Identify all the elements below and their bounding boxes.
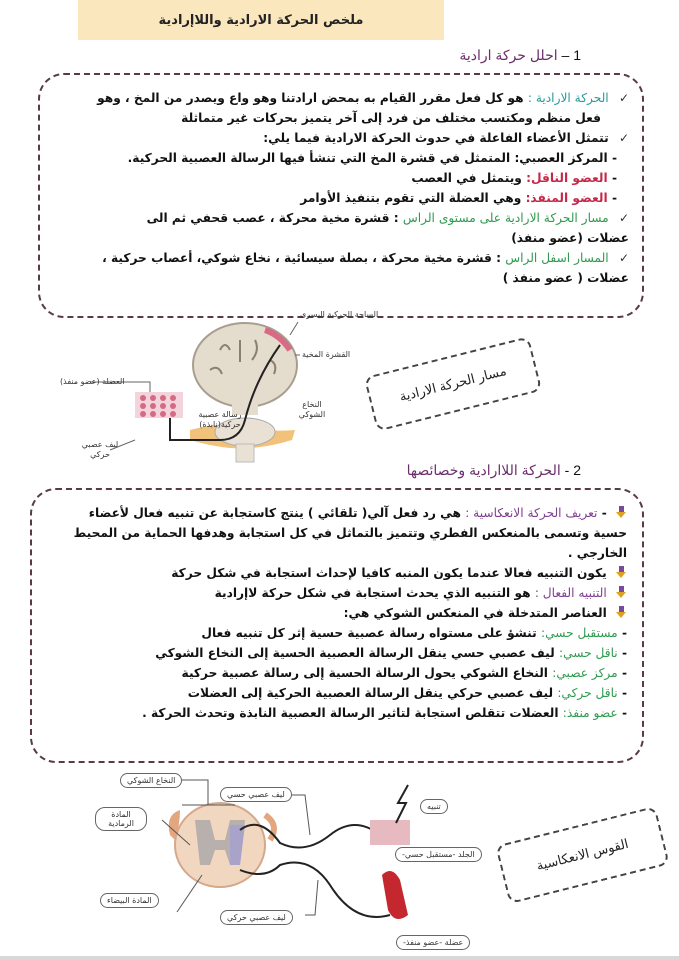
title-banner <box>78 0 444 40</box>
element-text: ليف عصبي حركي ينقل الرسالة العصبية الحركية إلى العضلات <box>187 686 554 700</box>
label-stimulus: تنبيه <box>420 799 448 814</box>
term-effective-stimulus: التنبيه الفعال : <box>534 586 607 600</box>
label-motor-message: رسالة عصبية حركية(نابذة) <box>198 410 242 429</box>
label-motor-area: الساحة الحركية اليسرى <box>300 310 379 319</box>
motor-fiber-line <box>240 863 390 918</box>
path-below-head <box>60 248 629 268</box>
organ-transmitter <box>60 168 629 188</box>
path-head-continuation: عضلات (عضو منفذ) <box>511 231 629 245</box>
element-text: النخاع الشوكي يحول الرسالة الحسية إلى رسالة عصبية حركية <box>181 666 548 680</box>
element-effector <box>70 703 627 723</box>
term-sensory-transmitter: ناقل حسي: <box>558 646 618 660</box>
sensory-root <box>265 815 274 840</box>
section-2-title: الحركة اللاارادية وخصائصها <box>406 462 561 478</box>
label-sensory-fiber: ليف عصبي حسي <box>220 787 292 802</box>
definition-text: هي رد فعل آلي( تلقائي ) ينتج كاستجابة عن تنبيه فعال لأعضاء حسية وتسمى بالمنعكس الفطري وتتميز بالتماثل في كل استجابة وهدفها الحماية من المحيط الخارجي . <box>73 506 627 560</box>
section-2-content <box>70 503 627 723</box>
term-voluntary-movement: الحركة الارادية : <box>527 91 609 105</box>
organ-text: وهي العضلة التي تقوم بتنفيذ الأوامر <box>300 191 522 205</box>
check-icon: ✓ <box>618 211 629 225</box>
muscle-graphic <box>135 392 183 418</box>
organs-intro <box>60 128 629 148</box>
organ-effector <box>60 188 629 208</box>
skin-graphic <box>370 820 410 845</box>
check-icon: ✓ <box>618 91 629 105</box>
dash: - <box>621 646 627 660</box>
bottom-edge <box>0 956 679 960</box>
path-below-continuation: عضلات ( عضو منفذ ) <box>502 271 629 285</box>
label-muscle-effector: العضلة (عضو منفذ) <box>60 377 125 386</box>
effective-stimulus-condition <box>70 563 627 583</box>
section-1-heading <box>459 47 581 64</box>
organs-intro-text: تتمثل الأعضاء الفاعلة في حدوث الحركة الارادية فيما يلي: <box>263 131 609 145</box>
term-path-below-head: المسار اسفل الراس <box>505 251 609 265</box>
hand-down-bullet-icon <box>616 506 627 518</box>
reflex-definition <box>70 503 627 563</box>
term-transmitter: العضو الناقل: <box>526 171 608 185</box>
label-white-matter: المادة البيضاء <box>100 893 159 908</box>
term-nerve-center: المركز العصبي: <box>514 151 608 165</box>
organ-text: ويتمثل في العصب <box>411 171 522 185</box>
path-text: : قشرة مخية محركة ، عصب قحفي ثم الى <box>146 211 399 225</box>
element-motor-transmitter <box>70 683 627 703</box>
reflex-elements-intro <box>70 603 627 623</box>
hand-down-bullet-icon <box>616 566 627 578</box>
label-skin-receptor: الجلد -مستقبل حسي- <box>395 847 482 862</box>
path-head <box>60 208 629 228</box>
term-reflex-definition: تعريف الحركة الانعكاسية : <box>465 506 598 520</box>
dash: - <box>611 171 617 185</box>
bullet-text: العناصر المتدخلة في المنعكس الشوكي هي: <box>343 606 607 620</box>
element-nerve-center <box>70 663 627 683</box>
organ-text: المتمثل في قشرة المخ التي تنشأ فيها الرسالة العصبية الحركية. <box>127 151 511 165</box>
section-2-number: 2 - <box>564 462 581 478</box>
stamp-text: مسار الحركة الارادية <box>397 362 508 405</box>
definition-continuation: فعل منظم ومكتسب مختلف من فرد إلى آخر يتميز بحركات غير متماثلة <box>181 111 601 125</box>
label-spinal-cord: النخاع الشوكي <box>298 400 326 419</box>
term-effector: عضو منفذ: <box>562 706 618 720</box>
check-icon: ✓ <box>618 131 629 145</box>
check-icon: ✓ <box>618 251 629 265</box>
arm-muscle-graphic <box>382 871 408 919</box>
hand-down-bullet-icon <box>616 606 627 618</box>
label-cortex: القشرة المخية <box>302 350 351 359</box>
dash: - <box>621 626 627 640</box>
element-sensory-receptor <box>70 623 627 643</box>
term-nerve-center: مركز عصبي: <box>552 666 618 680</box>
stamp-text: القوس الانعكاسية <box>534 835 630 874</box>
reflex-arc-diagram <box>90 765 490 955</box>
reflex-arc-stamp <box>495 806 670 904</box>
path-text: : قشرة مخية محركة ، بصلة سيسائية ، نخاع شوكي، أعصاب حركية ، <box>102 251 501 265</box>
term-path-head: مسار الحركة الارادية على مستوى الراس <box>402 211 609 225</box>
element-sensory-transmitter <box>70 643 627 663</box>
dash: - <box>611 191 617 205</box>
hand-down-bullet-icon <box>616 586 627 598</box>
element-text: تنشؤ على مستواه رسالة عصبية حسية إثر كل تنبيه فعال <box>201 626 537 640</box>
label-motor-fiber: ليف عصبي حركي <box>81 440 119 459</box>
effective-stimulus-definition <box>70 583 627 603</box>
term-motor-transmitter: ناقل حركي: <box>557 686 618 700</box>
voluntary-path-stamp <box>364 336 542 431</box>
dash: - <box>601 506 607 520</box>
organ-nerve-center <box>60 148 629 168</box>
brain-shape <box>193 323 297 407</box>
definition-text: هو كل فعل مقرر القيام به بمحض ارادتنا وهو واع ويصدر من المخ ، وهو <box>97 91 524 105</box>
spinal-column <box>236 444 254 462</box>
section-1-number: 1 – <box>561 47 581 63</box>
term-effector: العضو المنفذ: <box>525 191 608 205</box>
section-1-content <box>60 88 629 288</box>
dash: - <box>621 706 627 720</box>
page-title: ملخص الحركة الارادية واللاإرادية <box>158 12 364 28</box>
label-motor-fiber: ليف عصبي حركي <box>220 910 293 925</box>
section-1-title: احلل حركة ارادية <box>459 47 558 63</box>
voluntary-path-diagram <box>60 300 379 465</box>
bullet-text: هو التنبيه الذي يحدث استجابة في شكل حركة لاإرادية <box>214 586 531 600</box>
label-grey-matter: المادة الرمادية <box>95 807 147 831</box>
element-text: ليف عصبي حسي ينقل الرسالة العصبية الحسية إلى النخاع الشوكي <box>155 646 555 660</box>
dash: - <box>621 666 627 680</box>
bullet-text: يكون التنبيه فعالا عندما يكون المنبه كافيا لإحداث استجابة في شكل حركة <box>171 566 607 580</box>
dash: - <box>611 151 617 165</box>
element-text: العضلات تتقلص استجابة لتاثير الرسالة العصبية النابذة وتحدث الحركة . <box>142 706 559 720</box>
stimulus-lightning-icon <box>396 785 408 823</box>
term-sensory-receptor: مستقبل حسي: <box>540 626 618 640</box>
dash: - <box>621 686 627 700</box>
label-spinal-cord: النخاع الشوكي <box>120 773 182 788</box>
voluntary-definition <box>60 88 629 108</box>
label-muscle-effector: عضلة -عضو منفذ- <box>396 935 470 950</box>
section-2-heading <box>407 462 581 479</box>
